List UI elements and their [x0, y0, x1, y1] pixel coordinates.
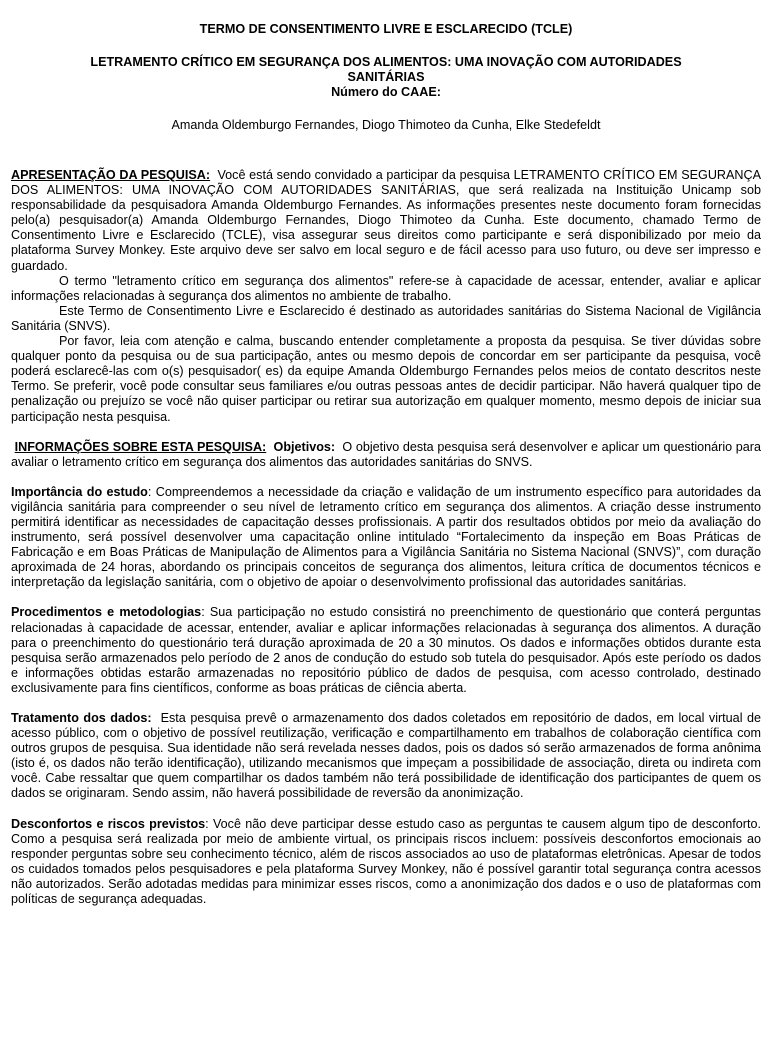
apresentacao-paragraph-4: Por favor, leia com atenção e calma, buscando entender completamente a proposta da pesquisa. Se tiver dúvidas sobre qualquer ponto da pesquisa ou de sua participação, antes ou mesmo depois de concordar em ser participante da pesquisa, você poderá esclarecê-las com o(s) pesquisador( es) da equipe Amanda Oldemburgo Fernandes pelos meios de contato descritos neste Termo. Se preferir, você pode consultar seus familiares e/ou outras pessoas antes de decidir participar. Não haverá qualquer tipo de penalização ou prejuízo se você não quiser participar ou retirar sua autorização em qualquer momento, mesmo depois de iniciar sua participação nesta pesquisa. [11, 334, 761, 424]
document-body [11, 168, 761, 907]
importancia-heading: Importância do estudo [11, 484, 148, 499]
objetivos-label: Objetivos: [273, 439, 336, 454]
importancia-text: : Compreendemos a necessidade da criação e validação de um instrumento específico para autoridades da vigilância sanitária para compreender o seu nível de letramento crítico em segurança dos alimentos. A criação desse instrumento permitirá identificar as necessidades de capacitação desses profissionais. A partir dos resultados obtidos por meio da avaliação do instrumento, será possível desenvolver uma capacitação online intitulado “Fortalecimento da inspeção em Boas Práticas de Fabricação e em Boas Práticas de Manipulação de Alimentos para a Vigilância Sanitária no Sistema Nacional (SNVS)”, com duração aproximada de 24 horas, abordando os principais conceitos de segurança dos alimentos, leitura crítica de documentos técnicos e interpretação da legislação sanitária, com o objetivo de apoiar o desenvolvimento profissional das autoridades sanitárias. [11, 484, 761, 590]
apresentacao-paragraph [11, 168, 761, 274]
procedimentos-text: : Sua participação no estudo consistirá no preenchimento de questionário que conterá perguntas relacionadas à capacidade de acessar, entender, avaliar e aplicar informações relacionadas à segurança dos alimentos. A duração para o preenchimento do questionário terá duração aproximada de 20 a 30 minutos. Os dados e informações obtidos durante esta pesquisa serão armazenados pelo período de 2 anos de condução do estudo sob tutela do pesquisador. Após este período os dados e informações obtidas estarão armazenadas no repositório público de dados de pesquisa, com acesso controlado, destinado exclusivamente para fins científicos, conforme as boas práticas de ciência aberta. [11, 605, 761, 695]
informacoes-heading: INFORMAÇÕES SOBRE ESTA PESQUISA: [14, 439, 267, 454]
apresentacao-paragraph-2: O termo "letramento crítico em segurança dos alimentos" refere-se à capacidade de acessar, entender, avaliar e aplicar informações relacionadas à segurança dos alimentos no ambiente de trabalho. [11, 273, 761, 303]
procedimentos-paragraph [11, 605, 761, 696]
authors-line: Amanda Oldemburgo Fernandes, Diogo Thimoteo da Cunha, Elke Stedefeldt [171, 118, 601, 132]
study-title-line-1: LETRAMENTO CRÍTICO EM SEGURANÇA DOS ALIMENTOS: UMA INOVAÇÃO COM AUTORIDADES [90, 55, 682, 69]
desconfortos-text: : Você não deve participar desse estudo caso as perguntas te causem algum tipo de desconforto. Como a pesquisa será realizada por meio de ambiente virtual, os principais riscos incluem: possíveis desconfortos emocionais ao responder perguntas sobre seu conhecimento técnico, além de riscos associados ao uso de plataformas eletrônicas. Apesar de todos os cuidados tomados pelos pesquisadores e pela plataforma Survey Monkey, não é possível garantir total segurança contra acessos não autorizados. Serão adotadas medidas para minimizar esses riscos, como a anonimização dos dados e o uso de plataformas com políticas de segurança adequadas. [11, 816, 761, 907]
informacoes-paragraph [11, 440, 761, 470]
study-title [46, 55, 726, 85]
tratamento-heading: Tratamento dos dados: [11, 711, 152, 725]
tratamento-paragraph [11, 711, 761, 802]
importancia-paragraph [11, 485, 761, 591]
procedimentos-heading: Procedimentos e metodologias [11, 605, 202, 620]
apresentacao-paragraph-3: Este Termo de Consentimento Livre e Esclarecido é destinado as autoridades sanitárias do Sistema Nacional de Vigilância Sanitária (SNVS). [11, 303, 761, 333]
document-title: TERMO DE CONSENTIMENTO LIVRE E ESCLARECIDO (TCLE) [199, 22, 573, 36]
desconfortos-paragraph [11, 817, 761, 908]
document-header [11, 22, 761, 133]
tratamento-text: Esta pesquisa prevê o armazenamento dos dados coletados em repositório de dados, em local virtual de acesso público, com o objetivo de possível reutilização, verificação e compartilhamento em trabalhos de colaboração científica com outros grupos de pesquisa. Sua identidade não será revelada nesses dados, pois os dados só serão armazenados de forma anônima (isto é, os dados não terão identificação), utilizando mecanismos que impeçam a possibilidade de associação, direta ou indireta com você. Cabe ressaltar que quem compartilhar os dados também não terá possibilidade de identificação dos participantes de quem os dados se originaram. Sendo assim, não haverá possibilidade de reversão da anonimização. [11, 711, 762, 801]
desconfortos-heading: Desconfortos e riscos previstos [11, 816, 206, 831]
caae-label: Número do CAAE: [331, 85, 441, 99]
apresentacao-heading: APRESENTAÇÃO DA PESQUISA: [11, 168, 211, 182]
objetivos-text: O objetivo desta pesquisa será desenvolver e aplicar um questionário para avaliar o letramento crítico em segurança dos alimentos das autoridades sanitárias do SNVS. [11, 439, 762, 469]
apresentacao-text: Você está sendo convidado a participar da pesquisa LETRAMENTO CRÍTICO EM SEGURANÇA DOS ALIMENTOS: UMA INOVAÇÃO COM AUTORIDADES SANITÁRIAS, que será realizada na Instituição Unicamp sob responsabilidade da pesquisadora Amanda Oldemburgo Fernandes. As informações presentes neste documento foram fornecidas pelo(a) pesquisador(a) Amanda Oldemburgo Fernandes, Diogo Thimoteo da Cunha. Este documento, chamado Termo de Consentimento Livre e Esclarecido (TCLE), visa assegurar seus direitos como participante e será disponibilizado por meio da plataforma Survey Monkey. Este arquivo deve ser salvo em local seguro e de fácil acesso para uso futuro, ou deve ser impresso e guardado. [11, 168, 761, 273]
study-title-line-2: SANITÁRIAS [347, 70, 425, 84]
